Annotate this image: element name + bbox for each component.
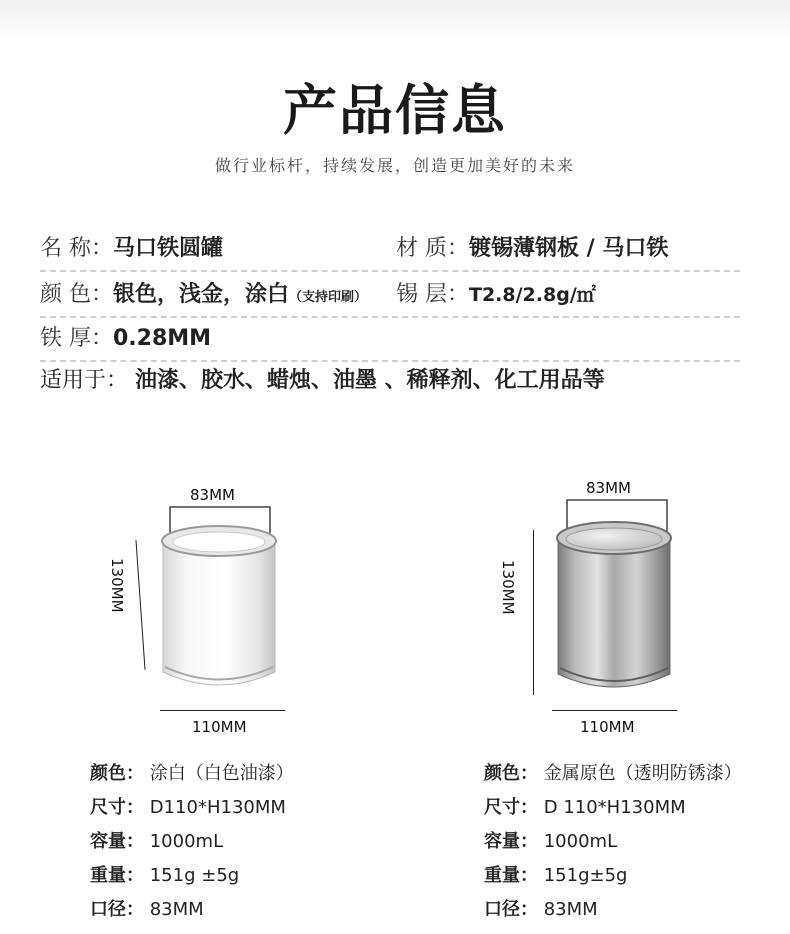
spec-name	[40, 234, 223, 264]
spec-thickness	[40, 324, 211, 354]
can2-capacity-value: 1000mL	[543, 831, 618, 852]
can2-mouth	[484, 893, 742, 927]
can1-color-value: 涂白（白色油漆）	[149, 763, 294, 784]
can1-white-can-image	[155, 522, 285, 694]
spec-usage	[40, 366, 605, 396]
can2-info	[484, 757, 742, 927]
can1-mouth-label: 口径：	[90, 899, 144, 920]
spec-name-value: 马口铁圆罐	[113, 236, 224, 261]
spec-row-thickness	[40, 322, 740, 362]
can2-height-label: 130MM	[499, 560, 517, 615]
can2-weight	[484, 859, 742, 893]
spec-usage-label: 适用于：	[40, 368, 129, 393]
can1-height-line	[135, 540, 145, 670]
can1-capacity-label: 容量：	[90, 831, 144, 852]
spec-name-label: 名 称：	[40, 236, 113, 261]
can1-weight-value: 151g ±5g	[149, 865, 240, 886]
can2-color	[484, 757, 742, 791]
spec-color	[40, 280, 367, 313]
spec-tin	[396, 280, 596, 310]
can1-capacity-value: 1000mL	[149, 831, 224, 852]
spec-thickness-label: 铁 厚：	[40, 326, 113, 351]
spec-row-name-material	[40, 232, 740, 272]
can2-silver-can-image	[552, 518, 677, 696]
can2-diameter-label: 110MM	[580, 718, 635, 736]
spec-tin-label: 锡 层：	[396, 282, 469, 307]
spec-thickness-value: 0.28MM	[113, 326, 212, 351]
can1-color-label: 颜色：	[90, 763, 144, 784]
spec-color-value: 银色，浅金，涂白	[113, 282, 290, 307]
can2-weight-value: 151g±5g	[543, 865, 628, 886]
can1-capacity	[90, 825, 294, 859]
spec-color-label: 颜 色：	[40, 282, 113, 307]
spec-usage-value: 油漆、胶水、蜡烛、油墨 、稀释剂、化工用品等	[135, 368, 605, 393]
can1-height-label: 130MM	[108, 558, 126, 613]
can2-mouth-label: 口径：	[484, 899, 538, 920]
spec-tin-value: T2.8/2.8g/㎡	[469, 284, 596, 306]
can1-diameter-line	[160, 710, 285, 711]
can2-capacity-label: 容量：	[484, 831, 538, 852]
can1-info	[90, 757, 294, 927]
can1-size	[90, 791, 294, 825]
page-title: 产品信息	[283, 79, 507, 142]
spec-material-value: 镀锡薄钢板 / 马口铁	[469, 236, 669, 261]
can1-mouth-value: 83MM	[149, 899, 204, 920]
can1-width-label: 83MM	[190, 486, 235, 504]
spec-material	[396, 234, 668, 264]
can1-mouth	[90, 893, 294, 927]
can2-color-value: 金属原色（透明防锈漆）	[543, 763, 742, 784]
can2-mouth-value: 83MM	[543, 899, 598, 920]
can1-diameter-label: 110MM	[192, 718, 247, 736]
can2-height-line	[533, 530, 534, 695]
spec-material-label: 材 质：	[396, 236, 469, 261]
can1-weight	[90, 859, 294, 893]
can1-size-label: 尺寸：	[90, 797, 144, 818]
can2-weight-label: 重量：	[484, 865, 538, 886]
can1-size-value: D110*H130MM	[149, 797, 286, 818]
can2-color-label: 颜色：	[484, 763, 538, 784]
can2-size-value: D 110*H130MM	[543, 797, 686, 818]
spec-color-note: （支持印刷）	[289, 290, 368, 305]
can2-size-label: 尺寸：	[484, 797, 538, 818]
can2-diameter-line	[552, 710, 677, 711]
page-subtitle: 做行业标杆，持续发展，创造更加美好的未来	[214, 156, 575, 175]
can2-width-label: 83MM	[586, 479, 631, 497]
can2-size	[484, 791, 742, 825]
can1-color	[90, 757, 294, 791]
spec-row-color-tin	[40, 278, 740, 318]
can2-capacity	[484, 825, 742, 859]
can1-weight-label: 重量：	[90, 865, 144, 886]
